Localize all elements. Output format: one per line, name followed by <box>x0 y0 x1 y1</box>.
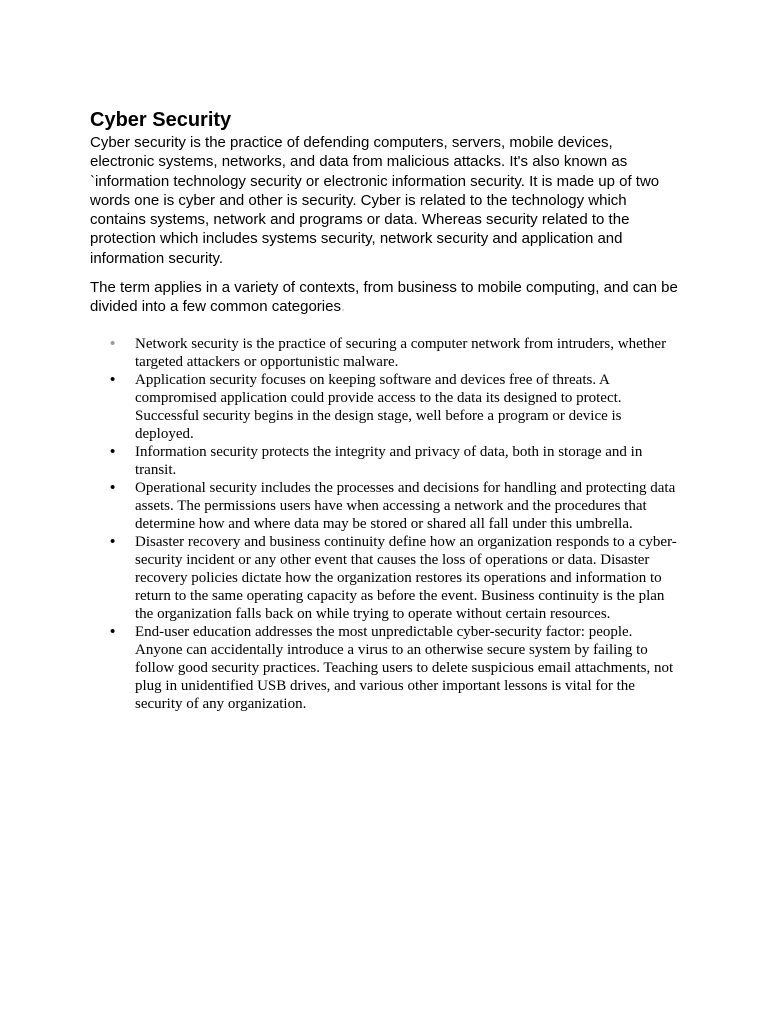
categories-list <box>90 335 680 713</box>
list-item-network-security <box>90 335 680 371</box>
list-item-text: Operational security includes the processes and decisions for handling and protecting data assets. The permissions users have when accessing a network and the procedures that determine how and where data may be stored or shared all fall under this umbrella. <box>135 479 676 532</box>
document-body <box>90 107 680 713</box>
list-item-text: Application security focuses on keeping software and devices free of threats. A compromised application could provide access to the data its designed to protect. Successful security begins in the design stage, well before a program or device is deployed. <box>135 371 622 442</box>
list-item-end-user-education <box>90 623 680 713</box>
categories-paragraph-text: The term applies in a variety of contexts, from business to mobile computing, and can be divided into a few common categories <box>90 279 678 316</box>
document-title: Cyber Security <box>90 109 232 131</box>
bullet-icon: • <box>110 478 116 496</box>
categories-paragraph <box>90 278 680 317</box>
bullet-icon: • <box>110 370 116 388</box>
list-item-information-security <box>90 443 680 479</box>
list-item-text: Disaster recovery and business continuity define how an organization responds to a cyber-security incident or any other event that causes the loss of operations or data. Disaster recovery policies dictate how the organization restores its operations and information to return to the same operating capacity as before the event. Business continuity is the plan the organization falls back on while trying to operate without certain resources. <box>135 533 677 622</box>
list-item-text: End-user education addresses the most unpredictable cyber-security factor: people. Anyone can accidentally introduce a virus to an otherwise secure system by failing to follow good security practices. Teaching users to delete suspicious email attachments, not plug in unidentified USB drives, and various other important lessons is vital for the security of any organization. <box>135 623 674 712</box>
list-item-text: Information security protects the integrity and privacy of data, both in storage and in transit. <box>135 443 643 478</box>
list-item-disaster-recovery <box>90 533 680 623</box>
list-item-operational-security <box>90 479 680 533</box>
categories-paragraph-trail: . <box>340 298 346 316</box>
list-item-application-security <box>90 371 680 443</box>
bullet-icon: • <box>110 532 116 550</box>
bullet-icon: • <box>110 334 116 352</box>
list-item-text: Network security is the practice of securing a computer network from intruders, whether targeted attackers or opportunistic malware. <box>135 335 667 370</box>
intro-paragraph: Cyber security is the practice of defending computers, servers, mobile devices, electronic systems, networks, and data from malicious attacks. It's also known as `information technology security or electronic information security. It is made up of two words one is cyber and other is security. Cyber is related to the technology which contains systems, network and programs or data. Whereas security related to the protection which includes systems security, network security and application and information security. <box>90 134 660 267</box>
bullet-icon: • <box>110 442 116 460</box>
bullet-icon: • <box>110 622 116 640</box>
